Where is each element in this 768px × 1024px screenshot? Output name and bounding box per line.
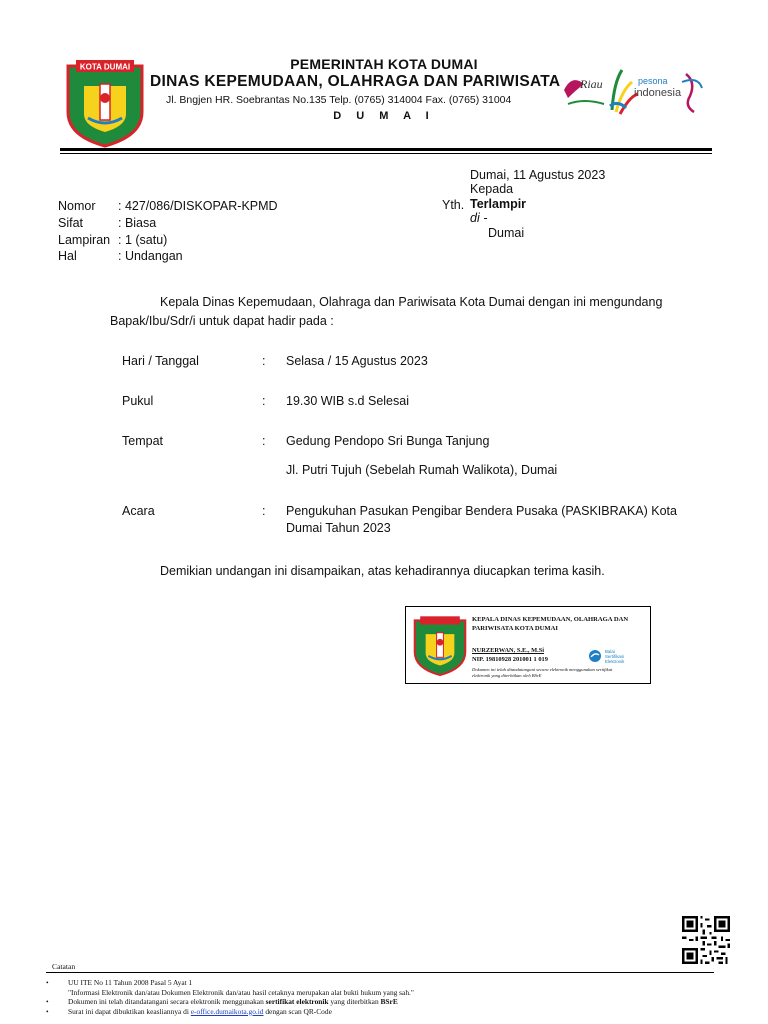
- detail-key-pukul: Pukul: [122, 394, 154, 408]
- bsre-icon: [588, 649, 602, 663]
- meta-hal: Hal : Undangan: [58, 249, 183, 263]
- riau-logo: [558, 68, 610, 110]
- meta-sifat: Sifat : Biasa: [58, 216, 157, 230]
- detail-colon: :: [262, 434, 266, 448]
- bsre-text-2: Sertifikasi: [605, 654, 625, 659]
- agency-name: DINAS KEPEMUDAAN, OLAHRAGA DAN PARIWISATA: [150, 73, 561, 90]
- bsre-text-3: Elektronik: [605, 659, 625, 664]
- bsre-text-1: Balai: [605, 649, 615, 654]
- electronic-signature-block: [405, 606, 651, 684]
- footer-notes: [46, 978, 726, 1016]
- detail-colon: :: [262, 394, 266, 408]
- detail-key-acara: Acara: [122, 504, 155, 518]
- recipient-place: Dumai: [488, 226, 525, 240]
- bsre-logo: [588, 647, 648, 667]
- e-office-link[interactable]: e-office.dumaikota.go.id: [190, 1006, 264, 1016]
- footer-line-quote: "Informasi Elektronik dan/atau Dokumen Elektronik dan/atau hasil cetaknya merupakan alat bukti hukum yang sah.": [68, 987, 414, 997]
- detail-colon: :: [262, 504, 266, 518]
- closing-paragraph: Demikian undangan ini disampaikan, atas kehadirannya diucapkan terima kasih.: [160, 564, 605, 578]
- kepada-label: Kepada: [470, 182, 514, 196]
- recipient: Terlampir: [470, 197, 527, 211]
- detail-value-tempat-address: Jl. Putri Tujuh (Sebelah Rumah Walikota), Dumai: [286, 463, 558, 477]
- meta-nomor: Nomor : 427/086/DISKOPAR-KPMD: [58, 199, 278, 213]
- svg-text:Riau: Riau: [580, 77, 603, 91]
- catatan-label: Catatan: [52, 962, 76, 971]
- letterhead-rule-thick: [60, 148, 712, 151]
- detail-colon: :: [262, 354, 266, 368]
- detail-value-pukul: 19.30 WIB s.d Selesai: [286, 394, 409, 408]
- detail-value-hari: Selasa / 15 Agustus 2023: [286, 354, 428, 368]
- svg-text:indonesia: indonesia: [634, 87, 682, 99]
- signer-name: NURZERWAN, S.E., M.Si: [472, 647, 545, 654]
- letterhead-rule-thin: [60, 153, 712, 154]
- meta-lampiran: Lampiran : 1 (satu): [58, 233, 168, 247]
- signature-note: Dokumen ini telah ditandatangani secara elektronik menggunakan sertifikat elektronik yang diterbitkan oleh BSrE: [472, 667, 613, 678]
- signer-nip: NIP. 19810928 201001 1 019: [472, 656, 548, 663]
- agency-address: Jl. Bngjen HR. Soebrantas No.135 Telp. (0765) 314004 Fax. (0765) 31004: [166, 94, 512, 106]
- letter-date: Dumai, 11 Agustus 2023: [470, 168, 606, 182]
- city-name: D U M A I: [333, 110, 435, 122]
- detail-key-tempat: Tempat: [122, 434, 163, 448]
- kota-dumai-logo-small: [412, 613, 468, 677]
- svg-text:KOTA DUMAI: KOTA DUMAI: [79, 62, 131, 72]
- svg-text:pesona: pesona: [638, 76, 668, 86]
- detail-key-hari: Hari / Tanggal: [122, 354, 199, 368]
- intro-paragraph: Kepala Dinas Kepemudaan, Olahraga dan Pariwisata Kota Dumai dengan ini mengundang Bapak/Ibu/Sdr/i untuk dapat hadir pada :: [110, 295, 663, 328]
- government-name: PEMERINTAH KOTA DUMAI: [290, 56, 478, 72]
- footer-rule: [46, 972, 714, 973]
- footer-line-uu-ite: • UU ITE No 11 Tahun 2008 Pasal 5 Ayat 1: [46, 978, 726, 988]
- footer-line-verify: • Surat ini dapat dibuktikan keasliannya di e-office.dumaikota.go.id dengan scan QR-Code: [46, 1007, 726, 1017]
- detail-value-acara: Pengukuhan Pasukan Pengibar Bendera Pusaka (PASKIBRAKA) Kota Dumai Tahun 2023: [286, 504, 677, 535]
- signer-title: KEPALA DINAS KEPEMUDAAN, OLAHRAGA DAN PARIWISATA KOTA DUMAI: [472, 616, 629, 632]
- yth-label: Yth.: [442, 198, 465, 212]
- footer-line-signature: • Dokumen ini telah ditandatangani secara elektronik menggunakan sertifikat elektronik yang diterbitkan BSrE: [46, 997, 726, 1007]
- di-label: di -: [470, 211, 488, 225]
- detail-value-tempat: Gedung Pendopo Sri Bunga Tanjung: [286, 434, 490, 448]
- pesona-indonesia-logo: [608, 62, 704, 116]
- qr-code: [682, 916, 730, 964]
